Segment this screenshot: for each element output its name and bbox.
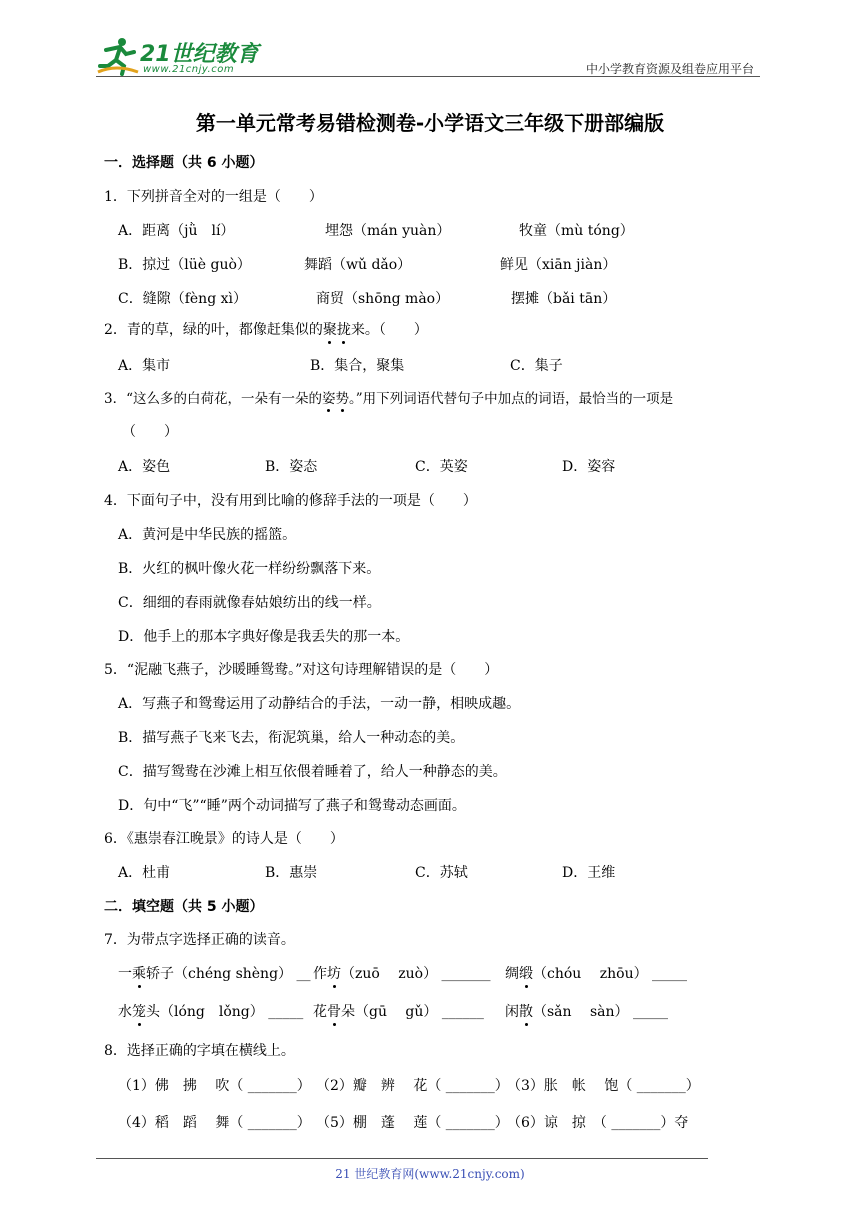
q4-option: C．细细的春雨就像春姑娘纺出的线一样。 <box>118 595 381 611</box>
question-7-stem: 7．为带点字选择正确的读音。 <box>104 932 295 948</box>
q7-item: 绸缎（chóu zhōu） _____ <box>505 963 687 983</box>
q6-option: B．惠崇 <box>265 865 318 881</box>
section-heading-fill: 二．填空题（共 5 小题） <box>104 899 264 915</box>
q5-option: A．写燕子和鸳鸯运用了动静结合的手法，一动一静，相映成趣。 <box>118 696 521 712</box>
q1-option: 舞蹈（wǔ dǎo） <box>304 257 412 273</box>
question-4-stem: 4．下面句子中，没有用到比喻的修辞手法的一项是（ ） <box>104 493 477 509</box>
q8-item: （4）稻 蹈 舞（ _______） <box>118 1115 311 1131</box>
q7-item: 一乘轿子（chéng shèng） __ <box>118 963 311 983</box>
q1-option: 摆摊（bǎi tān） <box>511 291 617 307</box>
q4-option: B．火红的枫叶像火花一样纷纷飘落下来。 <box>118 561 381 577</box>
q1-option: 牧童（mù tóng） <box>519 223 634 239</box>
runner-logo-icon <box>96 36 140 78</box>
q6-option: A．杜甫 <box>118 865 171 881</box>
q1-option: B．掠过（lüè guò） <box>118 257 251 273</box>
q3-option: D．姿容 <box>562 459 616 475</box>
question-8-stem: 8．选择正确的字填在横线上。 <box>104 1043 295 1059</box>
q1-option: 鲜见（xiān jiàn） <box>500 257 617 273</box>
q8-item: （3）胀 帐 饱（ _______） <box>507 1078 700 1094</box>
dotted-char: 姿 <box>322 387 336 407</box>
q3-option: A．姿色 <box>118 459 171 475</box>
q7-item: 水笼头（lóng lǒng） _____ <box>118 1001 303 1021</box>
header-divider <box>96 76 760 77</box>
q8-item: （2）瓣 辨 花（ _______） <box>316 1078 509 1094</box>
q5-option: D．句中“飞”“睡”两个动词描写了燕子和鸳鸯动态画面。 <box>118 798 466 814</box>
q1-option: 商贸（shōng mào） <box>316 291 450 307</box>
footer-divider <box>96 1158 708 1159</box>
question-3-stem: 3．“这么多的白荷花，一朵有一朵的姿势。”用下列词语代替句子中加点的词语，最恰当的一项是 <box>104 387 673 407</box>
q6-option: C．苏轼 <box>415 865 468 881</box>
page-title: 第一单元常考易错检测卷-小学语文三年级下册部编版 <box>195 111 665 135</box>
dotted-char: 势 <box>336 387 350 407</box>
q6-option: D．王维 <box>562 865 616 881</box>
dotted-char: 拢 <box>337 319 351 339</box>
section-heading-choice: 一．选择题（共 6 小题） <box>104 155 264 171</box>
q3-option: C．英姿 <box>415 459 468 475</box>
q3-option: B．姿态 <box>265 459 318 475</box>
q8-item: （5）棚 蓬 莲（ _______） <box>316 1115 509 1131</box>
footer-link[interactable]: 21 世纪教育网(www.21cnjy.com) <box>335 1167 525 1181</box>
question-5-stem: 5．“泥融飞燕子，沙暖睡鸳鸯。”对这句诗理解错误的是（ ） <box>104 662 499 678</box>
q8-item: （6）谅 掠 （ _______）夺 <box>507 1115 689 1131</box>
q4-option: D．他手上的那本字典好像是我丢失的那一本。 <box>118 629 410 645</box>
question-1-stem: 1．下列拼音全对的一组是（ ） <box>104 189 323 205</box>
q5-option: B．描写燕子飞来飞去，衔泥筑巢，给人一种动态的美。 <box>118 730 465 746</box>
q1-option: C．缝隙（fèng xì） <box>118 291 247 307</box>
platform-name: 中小学教育资源及组卷应用平台 <box>585 62 754 76</box>
q8-item: （1）佛 拂 吹（ _______） <box>118 1078 311 1094</box>
logo-url: www.21cnjy.com <box>143 64 235 75</box>
site-logo <box>96 36 261 78</box>
q2-option: A．集市 <box>118 358 171 374</box>
q7-item: 作坊（zuō zuò） _______ <box>313 963 491 983</box>
q1-option: A．距离（jǜ lí） <box>118 223 235 239</box>
dotted-char: 聚 <box>323 319 337 339</box>
question-3-paren: （ ） <box>122 424 178 440</box>
q1-option: 埋怨（mán yuàn） <box>325 223 451 239</box>
logo-text: 21世纪教育 <box>140 42 259 67</box>
question-6-stem: 6．《惠崇春江晚景》的诗人是（ ） <box>104 831 344 847</box>
q5-option: C．描写鸳鸯在沙滩上相互依偎着睡着了，给人一种静态的美。 <box>118 764 507 780</box>
q2-option: C．集子 <box>510 358 563 374</box>
q7-item: 闲散（sǎn sàn） _____ <box>505 1001 668 1021</box>
q7-item: 花骨朵（gū gǔ） ______ <box>313 1001 484 1021</box>
q4-option: A．黄河是中华民族的摇篮。 <box>118 527 297 543</box>
question-2-stem: 2．青的草，绿的叶，都像赶集似的聚拢来。（ ） <box>104 319 428 339</box>
q2-option: B．集合，聚集 <box>310 358 405 374</box>
